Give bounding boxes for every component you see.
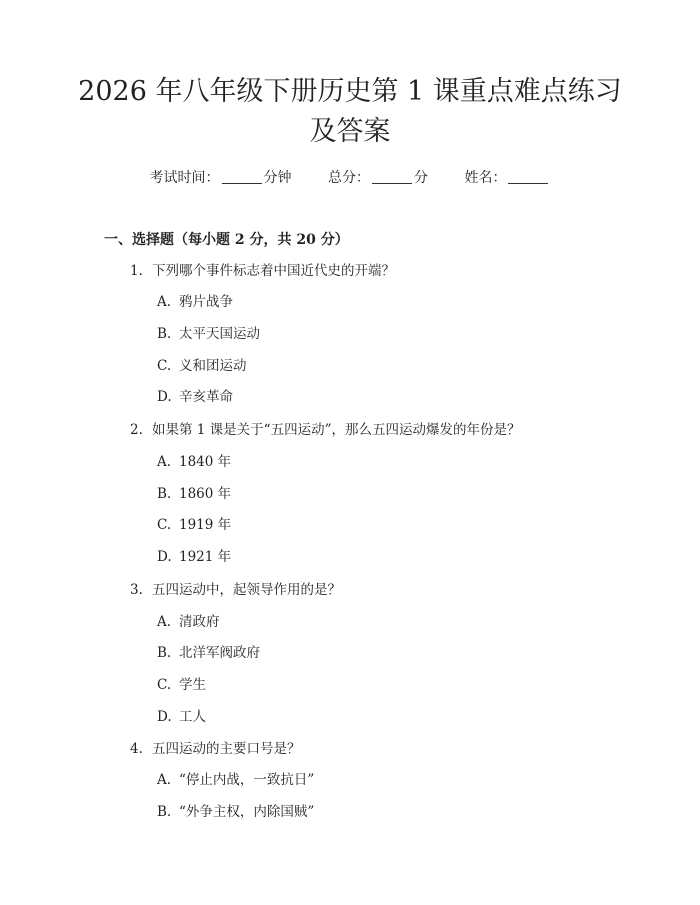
student-name-label: 姓名： <box>464 170 507 186</box>
option-text: 1860 年 <box>179 486 232 502</box>
question-number: 2. <box>130 422 143 438</box>
student-name <box>464 168 550 188</box>
option-letter: A. <box>157 454 172 470</box>
question-3 <box>130 580 341 600</box>
total-score-blank[interactable] <box>372 169 412 184</box>
option-text: 工人 <box>179 709 206 725</box>
exam-info-line <box>0 168 700 188</box>
option-letter: C. <box>157 677 172 693</box>
total-score-unit: 分 <box>414 170 428 186</box>
option-letter: D. <box>157 549 172 565</box>
question-1-option-d[interactable] <box>157 387 233 407</box>
option-text: 太平天国运动 <box>179 326 260 342</box>
question-1-option-b[interactable] <box>157 324 260 344</box>
option-letter: C. <box>157 517 172 533</box>
total-score-label: 总分： <box>328 170 370 186</box>
option-text: 辛亥革命 <box>179 389 233 405</box>
option-letter: C. <box>157 358 172 374</box>
exam-time-label: 考试时间： <box>149 170 220 186</box>
option-text: 学生 <box>179 677 206 693</box>
exam-time <box>150 168 292 188</box>
question-1-option-a[interactable] <box>157 292 233 312</box>
question-text: 五四运动的主要口号是？ <box>152 741 301 757</box>
option-letter: D. <box>157 389 172 405</box>
total-score <box>328 168 428 188</box>
option-text: “停止内战，一致抗日” <box>179 772 315 788</box>
question-3-option-c[interactable] <box>157 675 206 695</box>
section-title: 一、选择题（每小题 2 分，共 20 分） <box>104 232 349 248</box>
option-text: 1921 年 <box>179 549 232 565</box>
question-2-option-a[interactable] <box>157 452 231 472</box>
option-text: 义和团运动 <box>179 358 247 374</box>
option-letter: A. <box>157 772 172 788</box>
question-2-option-c[interactable] <box>157 515 231 535</box>
option-letter: B. <box>157 804 172 820</box>
question-3-option-a[interactable] <box>157 612 220 632</box>
question-4-option-b[interactable] <box>157 802 314 822</box>
exam-time-unit: 分钟 <box>263 170 292 186</box>
option-text: 北洋军阀政府 <box>179 645 260 661</box>
question-2-option-b[interactable] <box>157 484 231 504</box>
question-3-option-b[interactable] <box>157 643 260 663</box>
title-line-1: 2026 年八年级下册历史第 1 课重点难点练习 <box>78 76 622 107</box>
question-number: 1. <box>130 263 143 279</box>
question-text: 五四运动中，起领导作用的是？ <box>152 582 341 598</box>
option-letter: B. <box>157 645 172 661</box>
question-2-option-d[interactable] <box>157 547 231 567</box>
question-3-option-d[interactable] <box>157 707 206 727</box>
student-name-blank[interactable] <box>508 169 548 184</box>
question-4 <box>130 739 301 759</box>
option-letter: B. <box>157 326 172 342</box>
option-text: 1840 年 <box>179 454 232 470</box>
question-4-option-a[interactable] <box>157 770 314 790</box>
question-text: 如果第 1 课是关于“五四运动”，那么五四运动爆发的年份是？ <box>152 422 521 438</box>
option-text: 清政府 <box>179 614 220 630</box>
option-text: 1919 年 <box>179 517 232 533</box>
option-letter: D. <box>157 709 172 725</box>
option-letter: B. <box>157 486 172 502</box>
question-number: 4. <box>130 741 143 757</box>
question-1 <box>130 261 395 281</box>
option-text: 鸦片战争 <box>179 294 233 310</box>
option-text: “外争主权，内除国贼” <box>179 804 315 820</box>
exam-time-blank[interactable] <box>222 169 262 184</box>
option-letter: A. <box>157 294 172 310</box>
document-title <box>60 72 640 152</box>
question-text: 下列哪个事件标志着中国近代史的开端？ <box>152 263 395 279</box>
option-letter: A. <box>157 614 172 630</box>
question-1-option-c[interactable] <box>157 356 247 376</box>
question-number: 3. <box>130 582 143 598</box>
question-2 <box>130 420 520 440</box>
title-line-2: 及答案 <box>309 116 391 147</box>
